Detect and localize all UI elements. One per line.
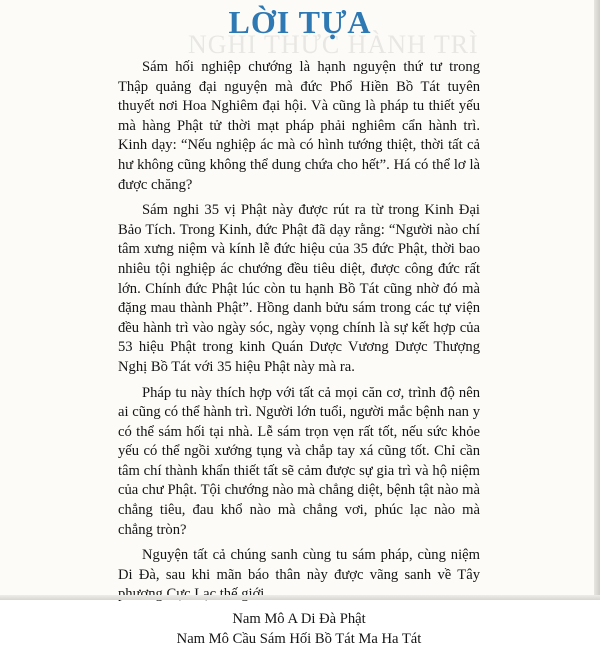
paragraph-2: Sám nghi 35 vị Phật này được rút ra từ trong Kinh Đại Bảo Tích. Trong Kinh, đức Phật đã dạy rằng: “Người nào chí tâm xưng niệm và kính lễ đức hiệu của 35 đức Phật, thời bao nhiêu tội nghiệp ác chướng đều tiêu diệt, được công đức rất lớn. Chính đức Phật lúc còn tu hạnh Bồ Tát cũng nhờ đó mà đặng mau thành Phật”. Hồng danh bửu sám trong các tự viện đều hành trì vào ngày sóc, ngày vọng chính là sự kết hợp của 53 hiệu Phật trong kinh Quán Dược Vương Dược Thượng Nghị Bồ Tát với 35 hiệu Phật này mà ra. [118, 202, 480, 375]
page-edge-bottom [0, 595, 600, 600]
page-edge-right [594, 0, 600, 600]
paragraph-4: Nguyện tất cả chúng sanh cùng tu sám pháp, cùng niệm Di Đà, sau khi mãn báo thân này được vãng sanh về Tây [118, 547, 480, 583]
closing-invocations [118, 609, 480, 649]
closing-line-2: Nam Mô Cầu Sám Hối Bồ Tát Ma Ha Tát [176, 631, 422, 648]
page-title: LỜI TỰA [228, 4, 372, 40]
paragraph-1: Sám hối nghiệp chướng là hạnh nguyện thứ tư trong Thập quảng đại nguyện mà đức Phổ Hiền Bồ Tát tuyên thuyết nơi Hoa Nghiêm đại hội. Và cũng là pháp tu thiết yếu mà hàng Phật tử thời mạt pháp phải nghiêm cẩn hành trì. Kinh dạy: “Nếu nghiệp ác mà có hình tướng thiệt, thời tất cả hư không cũng không thể dung chứa cho hết”. Há có thể lơ là được chăng? [118, 59, 480, 193]
preface-body [118, 58, 480, 649]
bleed-through-heading: NGHI THỨC HÀNH TRÌ [188, 30, 479, 59]
paragraph-3: Pháp tu này thích hợp với tất cả mọi căn cơ, trình độ nên ai cũng có thể hành trì. Người lớn tuổi, người mắc bệnh nan y có thể sám hối tại nhà. Lễ sám trọn vẹn rất tốt, nếu sức khỏe yếu có thể ngồi xướng tụng và chắp tay xá cũng tốt. Chỉ cần tâm chí thành khẩn thiết tất sẽ cảm được sự gia trì và hộ niệm của chư Phật. Tội chướng nào mà chẳng diệt, bệnh tật nào mà chẳng tiêu, đau khổ nào mà chẳng vơi, phúc lạc nào mà chẳng tròn? [118, 384, 480, 538]
closing-line-1: Nam Mô A Di Đà Phật [232, 611, 366, 628]
